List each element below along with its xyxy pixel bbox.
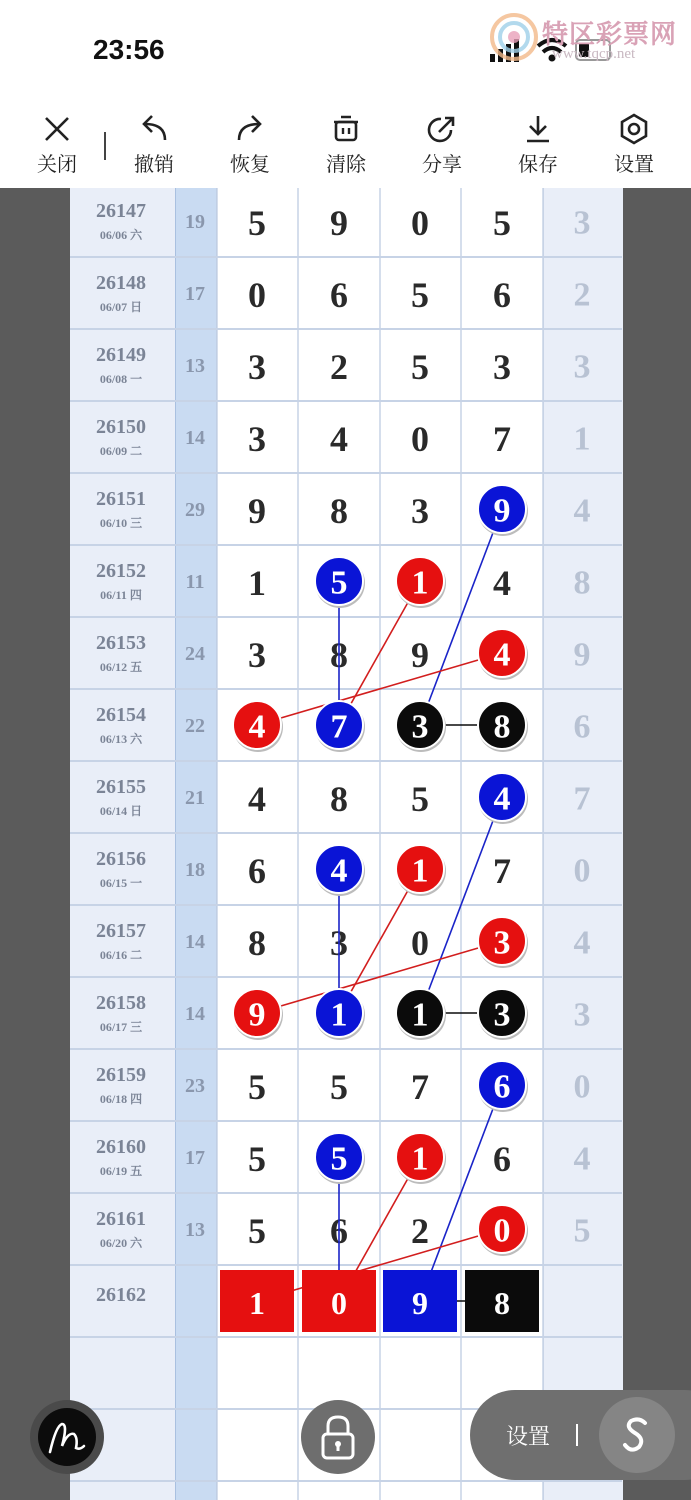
watermark bbox=[490, 12, 690, 72]
settings-icon bbox=[617, 112, 651, 146]
sum-value: 21 bbox=[185, 787, 205, 809]
ball-digit: 1 bbox=[411, 564, 429, 602]
digit-cell: 5 bbox=[493, 203, 511, 243]
digit-cell: 8 bbox=[248, 923, 266, 963]
undo-icon bbox=[137, 112, 171, 146]
issue-number: 26150 bbox=[96, 416, 146, 438]
lock-button[interactable] bbox=[301, 1400, 375, 1474]
ball-digit: 3 bbox=[411, 708, 429, 746]
issue-number: 26158 bbox=[96, 992, 146, 1014]
issue-number: 26149 bbox=[96, 344, 146, 366]
digit-cell: 5 bbox=[248, 1067, 266, 1107]
extra-digit: 3 bbox=[573, 204, 591, 242]
digit-cell: 2 bbox=[411, 1211, 429, 1251]
issue-number: 26153 bbox=[96, 632, 146, 654]
redo-label: 恢复 bbox=[230, 152, 270, 176]
issue-number: 26160 bbox=[96, 1136, 146, 1158]
digit-cell: 6 bbox=[330, 275, 348, 315]
digit-cell: 6 bbox=[248, 851, 266, 891]
ball-digit: 8 bbox=[493, 708, 511, 746]
extra-digit: 6 bbox=[573, 708, 591, 746]
digit-cell: 4 bbox=[330, 419, 348, 459]
settings-button[interactable] bbox=[594, 106, 674, 182]
digit-cell: 5 bbox=[248, 1139, 266, 1179]
digit-cell: 5 bbox=[411, 347, 429, 387]
digit-cell: 7 bbox=[493, 419, 511, 459]
issue-date: 06/12 五 bbox=[99, 660, 143, 674]
sum-value: 17 bbox=[185, 1147, 205, 1169]
issue-date: 06/17 三 bbox=[99, 1020, 143, 1034]
sum-value: 17 bbox=[185, 283, 205, 305]
extra-digit: 4 bbox=[573, 492, 591, 530]
issue-number: 26148 bbox=[96, 272, 146, 294]
digit-cell: 8 bbox=[330, 779, 348, 819]
digit-cell: 0 bbox=[411, 923, 429, 963]
digit-cell: 8 bbox=[330, 491, 348, 531]
issue-number: 26156 bbox=[96, 848, 146, 870]
ball-digit: 1 bbox=[411, 852, 429, 890]
extra-digit: 5 bbox=[573, 1212, 591, 1250]
issue-number: 26157 bbox=[96, 920, 146, 942]
lock-icon bbox=[301, 1400, 375, 1474]
digit-cell: 0 bbox=[248, 275, 266, 315]
digit-cell: 7 bbox=[493, 851, 511, 891]
prediction-issue: 26162 bbox=[96, 1284, 146, 1306]
prediction-digit: 8 bbox=[494, 1285, 510, 1321]
sum-value: 11 bbox=[185, 571, 205, 593]
digit-cell: 3 bbox=[411, 491, 429, 531]
trend-grid[interactable] bbox=[70, 188, 622, 1500]
digit-cell: 6 bbox=[330, 1211, 348, 1251]
toolbar-divider bbox=[104, 132, 106, 160]
redo-button[interactable] bbox=[210, 106, 290, 182]
extra-digit: 2 bbox=[573, 276, 591, 314]
digit-cell: 9 bbox=[248, 491, 266, 531]
eraser-icon bbox=[329, 112, 363, 146]
ball-digit: 0 bbox=[493, 1212, 511, 1250]
ball-digit: 3 bbox=[493, 996, 511, 1034]
digit-cell: 3 bbox=[248, 635, 266, 675]
extra-digit: 8 bbox=[573, 564, 591, 602]
issue-date: 06/10 三 bbox=[99, 516, 143, 530]
digit-cell: 4 bbox=[248, 779, 266, 819]
floating-settings-pill[interactable] bbox=[470, 1390, 691, 1480]
issue-number: 26155 bbox=[96, 776, 146, 798]
sum-value: 19 bbox=[185, 211, 205, 233]
issue-number: 26147 bbox=[96, 200, 146, 222]
issue-date: 06/15 一 bbox=[99, 876, 143, 890]
issue-number: 26161 bbox=[96, 1208, 146, 1230]
digit-cell: 3 bbox=[248, 419, 266, 459]
sum-value: 14 bbox=[185, 427, 205, 449]
digit-cell: 9 bbox=[330, 203, 348, 243]
ball-digit: 6 bbox=[493, 1068, 511, 1106]
download-icon bbox=[521, 112, 555, 146]
issue-date: 06/06 六 bbox=[99, 228, 143, 242]
issue-date: 06/07 日 bbox=[99, 300, 143, 314]
issue-date: 06/16 二 bbox=[99, 948, 143, 962]
ball-digit: 4 bbox=[493, 780, 511, 818]
save-button[interactable] bbox=[498, 106, 578, 182]
sum-value: 13 bbox=[185, 1219, 205, 1241]
sum-value: 22 bbox=[185, 715, 205, 737]
extra-digit: 4 bbox=[573, 1140, 591, 1178]
s-logo-button[interactable] bbox=[599, 1397, 675, 1473]
watermark-url: www.tqcp.net bbox=[552, 46, 636, 62]
ball-digit: 1 bbox=[411, 996, 429, 1034]
status-bar bbox=[0, 0, 691, 100]
digit-cell: 9 bbox=[411, 635, 429, 675]
ball-digit: 4 bbox=[248, 708, 266, 746]
pen-tool-inner bbox=[38, 1408, 96, 1466]
issue-date: 06/14 日 bbox=[99, 804, 143, 818]
digit-cell: 8 bbox=[330, 635, 348, 675]
share-icon bbox=[425, 112, 459, 146]
issue-date: 06/11 四 bbox=[100, 588, 142, 602]
s-logo-icon bbox=[599, 1397, 675, 1473]
extra-digit: 0 bbox=[573, 852, 591, 890]
ball-digit: 5 bbox=[330, 1140, 348, 1178]
sum-value: 18 bbox=[185, 859, 205, 881]
ball-digit: 9 bbox=[493, 492, 511, 530]
digit-cell: 3 bbox=[248, 347, 266, 387]
sum-value: 29 bbox=[185, 499, 205, 521]
issue-date: 06/13 六 bbox=[99, 732, 143, 746]
ball-digit: 4 bbox=[493, 636, 511, 674]
digit-cell: 0 bbox=[411, 203, 429, 243]
prediction-digit: 1 bbox=[249, 1285, 265, 1321]
trend-sheet[interactable] bbox=[70, 188, 622, 1500]
toolbar bbox=[0, 100, 691, 189]
digit-cell: 5 bbox=[248, 203, 266, 243]
sum-value: 24 bbox=[185, 643, 205, 665]
sum-value: 14 bbox=[185, 1003, 205, 1025]
digit-cell: 1 bbox=[248, 563, 266, 603]
settings-label: 设置 bbox=[614, 152, 654, 176]
digit-cell: 3 bbox=[493, 347, 511, 387]
clear-button[interactable] bbox=[306, 106, 386, 182]
undo-label: 撤销 bbox=[134, 152, 174, 176]
extra-digit: 0 bbox=[573, 1068, 591, 1106]
digit-cell: 5 bbox=[330, 1067, 348, 1107]
pen-tool-button[interactable] bbox=[30, 1400, 104, 1474]
ball-digit: 4 bbox=[330, 852, 348, 890]
clear-label: 清除 bbox=[326, 152, 366, 176]
ball-digit: 1 bbox=[411, 1140, 429, 1178]
issue-date: 06/18 四 bbox=[99, 1092, 143, 1106]
ball-digit: 9 bbox=[248, 996, 266, 1034]
floating-settings-label[interactable]: 设置 bbox=[506, 1425, 551, 1450]
extra-digit: 3 bbox=[573, 996, 591, 1034]
share-label: 分享 bbox=[422, 152, 462, 176]
ball-digit: 3 bbox=[493, 924, 511, 962]
issue-date: 06/19 五 bbox=[99, 1164, 143, 1178]
issue-date: 06/20 六 bbox=[99, 1236, 143, 1250]
prediction-digit: 9 bbox=[412, 1285, 428, 1321]
issue-date: 06/08 一 bbox=[99, 372, 143, 386]
extra-digit: 3 bbox=[573, 348, 591, 386]
save-label: 保存 bbox=[518, 152, 558, 176]
ball-digit: 5 bbox=[330, 564, 348, 602]
digit-cell: 6 bbox=[493, 275, 511, 315]
status-time: 23:56 bbox=[93, 34, 165, 65]
sum-value: 23 bbox=[185, 1075, 205, 1097]
sum-value: 14 bbox=[185, 931, 205, 953]
digit-cell: 5 bbox=[411, 275, 429, 315]
issue-date: 06/09 二 bbox=[99, 444, 143, 458]
issue-number: 26159 bbox=[96, 1064, 146, 1086]
extra-digit: 1 bbox=[573, 420, 591, 458]
digit-cell: 6 bbox=[493, 1139, 511, 1179]
signature-pen-icon bbox=[38, 1408, 96, 1466]
close-icon bbox=[40, 112, 74, 146]
extra-digit: 9 bbox=[573, 636, 591, 674]
extra-digit: 7 bbox=[573, 780, 591, 818]
digit-cell: 3 bbox=[330, 923, 348, 963]
digit-cell: 7 bbox=[411, 1067, 429, 1107]
floating-settings-divider bbox=[576, 1424, 578, 1446]
issue-number: 26151 bbox=[96, 488, 146, 510]
watermark-logo-icon bbox=[490, 12, 538, 62]
chart-area[interactable] bbox=[0, 188, 691, 1500]
sum-value: 13 bbox=[185, 355, 205, 377]
digit-cell: 2 bbox=[330, 347, 348, 387]
redo-icon bbox=[233, 112, 267, 146]
digit-cell: 4 bbox=[493, 563, 511, 603]
extra-digit: 4 bbox=[573, 924, 591, 962]
ball-digit: 1 bbox=[330, 996, 348, 1034]
close-button[interactable] bbox=[17, 106, 97, 182]
digit-cell: 5 bbox=[411, 779, 429, 819]
undo-button[interactable] bbox=[114, 106, 194, 182]
digit-cell: 0 bbox=[411, 419, 429, 459]
prediction-digit: 0 bbox=[331, 1285, 347, 1321]
close-label: 关闭 bbox=[37, 152, 77, 176]
digit-cell: 5 bbox=[248, 1211, 266, 1251]
watermark-title: 特区彩票网 bbox=[542, 19, 678, 49]
ball-digit: 7 bbox=[330, 708, 348, 746]
issue-number: 26154 bbox=[96, 704, 146, 726]
share-button[interactable] bbox=[402, 106, 482, 182]
issue-number: 26152 bbox=[96, 560, 146, 582]
